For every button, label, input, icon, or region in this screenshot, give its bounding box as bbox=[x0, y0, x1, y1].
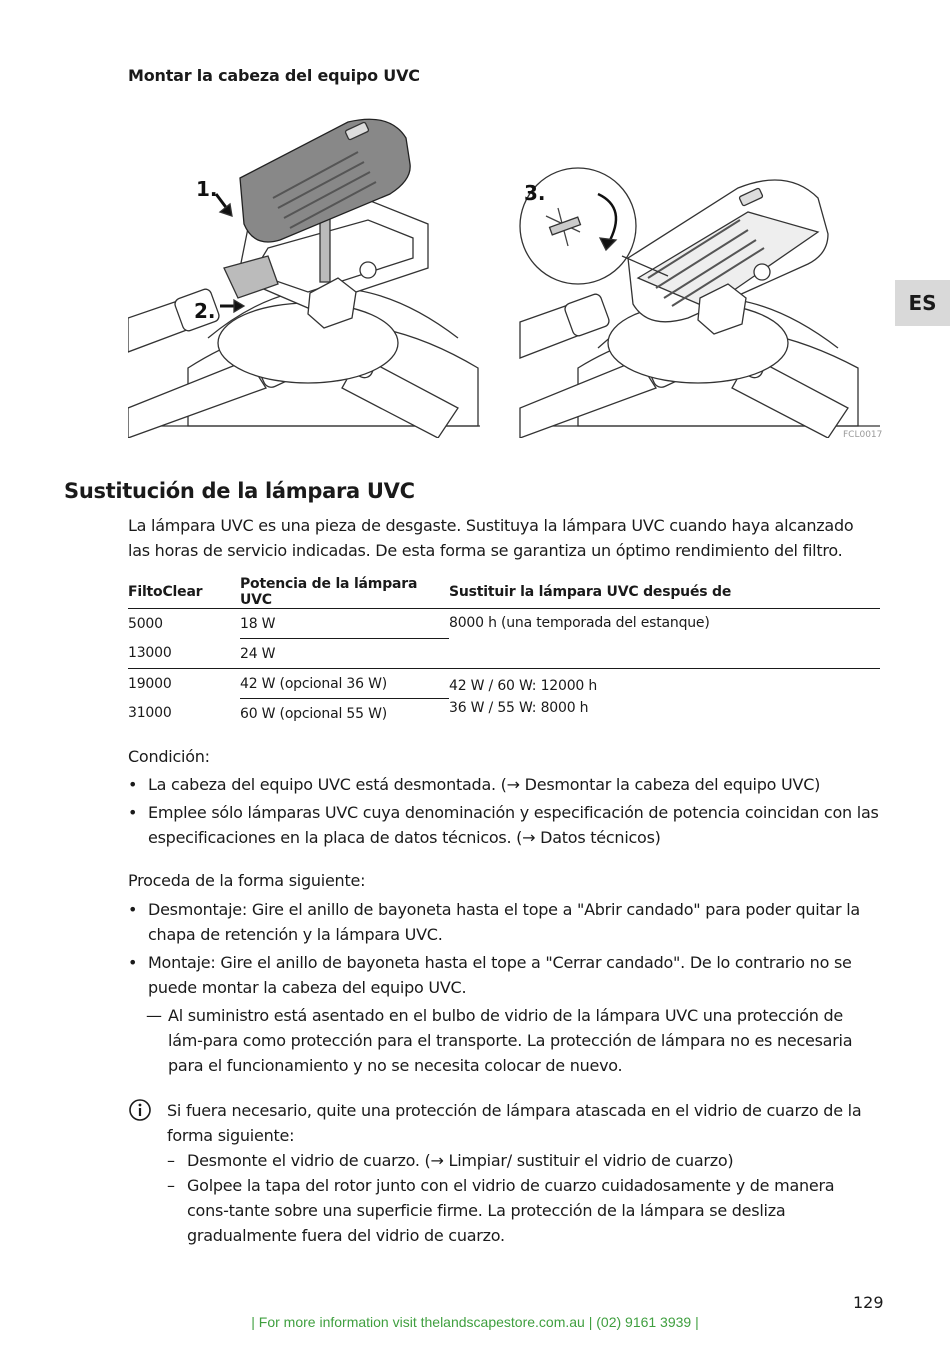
page-number: 129 bbox=[853, 1293, 884, 1312]
table-cell: 60 W (opcional 55 W) bbox=[240, 705, 387, 722]
table-row bbox=[128, 669, 880, 699]
step-label-1: 1. bbox=[196, 177, 218, 201]
table-cell: 24 W bbox=[240, 639, 449, 669]
main-heading: Sustitución de la lámpara UVC bbox=[64, 479, 415, 503]
footer-link[interactable]: | For more information visit thelandscapestore.com.au | (02) 9161 3939 | bbox=[251, 1314, 699, 1330]
intro-paragraph: La lámpara UVC es una pieza de desgaste. Sustituya la lámpara UVC cuando haya alcanzado las horas de servicio indicadas. De esta forma se garantiza un óptimo rendimiento del filtro. bbox=[128, 516, 854, 560]
condition-list bbox=[128, 772, 880, 853]
figure-code: FCL0017 bbox=[843, 430, 883, 440]
step-label-3: 3. bbox=[524, 181, 546, 205]
list-item: – Golpee la tapa del rotor junto con el vidrio de cuarzo cuidadosamente y de manera cons-tante sobre una superficie firme. La protección de la lámpara se desliza gradualmente fuera del vidrio de cuarzo. bbox=[167, 1176, 835, 1245]
condition-label: Condición: bbox=[128, 747, 210, 766]
table-header: Potencia de la lámpara UVC bbox=[240, 576, 449, 609]
list-item: – Desmonte el vidrio de cuarzo. (→ Limpiar/ sustituir el vidrio de cuarzo) bbox=[167, 1151, 734, 1170]
table-cell bbox=[449, 669, 880, 729]
info-text: Si fuera necesario, quite una protección de lámpara atascada en el vidrio de cuarzo de la forma siguiente: bbox=[167, 1101, 862, 1145]
table-cell: 31000 bbox=[128, 705, 172, 722]
procedure-text: Desmontaje: Gire el anillo de bayoneta hasta el tope a "Abrir candado" para poder quitar la chapa de retención y la lámpara UVC. bbox=[148, 900, 860, 944]
procedure-label: Proceda de la forma siguiente: bbox=[128, 871, 366, 890]
table-cell: 18 W bbox=[240, 609, 449, 639]
table-cell: 19000 bbox=[128, 675, 172, 692]
list-item: • La cabeza del equipo UVC está desmontada. (→ Desmontar la cabeza del equipo UVC) bbox=[128, 775, 821, 794]
uvc-head-illustration bbox=[128, 108, 883, 440]
table-cell: 8000 h (una temporada del estanque) bbox=[449, 609, 880, 669]
language-tab: ES bbox=[895, 280, 950, 326]
table-cell: 13000 bbox=[128, 639, 240, 669]
table-cell: 42 W (opcional 36 W) bbox=[240, 669, 449, 699]
replace-line: 42 W / 60 W: 12000 h bbox=[449, 678, 598, 694]
procedure-subtext: Al suministro está asentado en el bulbo de vidrio de la lámpara UVC una protección de lám-para como protección para el transporte. La protección de lámpara no es necesaria para el funcionamiento y no se necesita colocar de nuevo. bbox=[168, 1006, 853, 1075]
condition-text: La cabeza del equipo UVC está desmontada. (→ Desmontar la cabeza del equipo UVC) bbox=[148, 775, 821, 794]
condition-text: Emplee sólo lámparas UVC cuya denominación y especificación de potencia coincidan con las especificaciones en la placa de datos técnicos. (→ Datos técnicos) bbox=[148, 803, 879, 847]
step-label-2: 2. bbox=[194, 299, 216, 323]
procedure-list bbox=[128, 897, 880, 1081]
list-item: — Al suministro está asentado en el bulbo de vidrio de la lámpara UVC una protección de lám-para como protección para el transporte. La protección de lámpara no es necesaria para el funcionamiento y no se necesita colocar de nuevo. bbox=[146, 1006, 853, 1075]
lamp-table bbox=[128, 576, 880, 728]
list-item: • Montaje: Gire el anillo de bayoneta hasta el tope a "Cerrar candado". De lo contrario no se puede montar la cabeza del equipo UVC. bbox=[128, 953, 852, 997]
replace-line: 36 W / 55 W: 8000 h bbox=[449, 700, 589, 716]
table-header: FiltoClear bbox=[128, 576, 240, 609]
table-row bbox=[128, 609, 880, 639]
section-heading: Montar la cabeza del equipo UVC bbox=[128, 66, 420, 85]
info-icon bbox=[128, 1098, 152, 1129]
procedure-text: Montaje: Gire el anillo de bayoneta hasta el tope a "Cerrar candado". De lo contrario no se puede montar la cabeza del equipo UVC. bbox=[148, 953, 852, 997]
info-note bbox=[128, 1098, 880, 1248]
list-item: • Emplee sólo lámparas UVC cuya denominación y especificación de potencia coincidan con las especificaciones en la placa de datos técnicos. (→ Datos técnicos) bbox=[128, 803, 879, 847]
table-header: Sustituir la lámpara UVC después de bbox=[449, 576, 880, 609]
table-cell: 5000 bbox=[128, 615, 163, 632]
list-item: • Desmontaje: Gire el anillo de bayoneta hasta el tope a "Abrir candado" para poder quitar la chapa de retención y la lámpara UVC. bbox=[128, 900, 860, 944]
